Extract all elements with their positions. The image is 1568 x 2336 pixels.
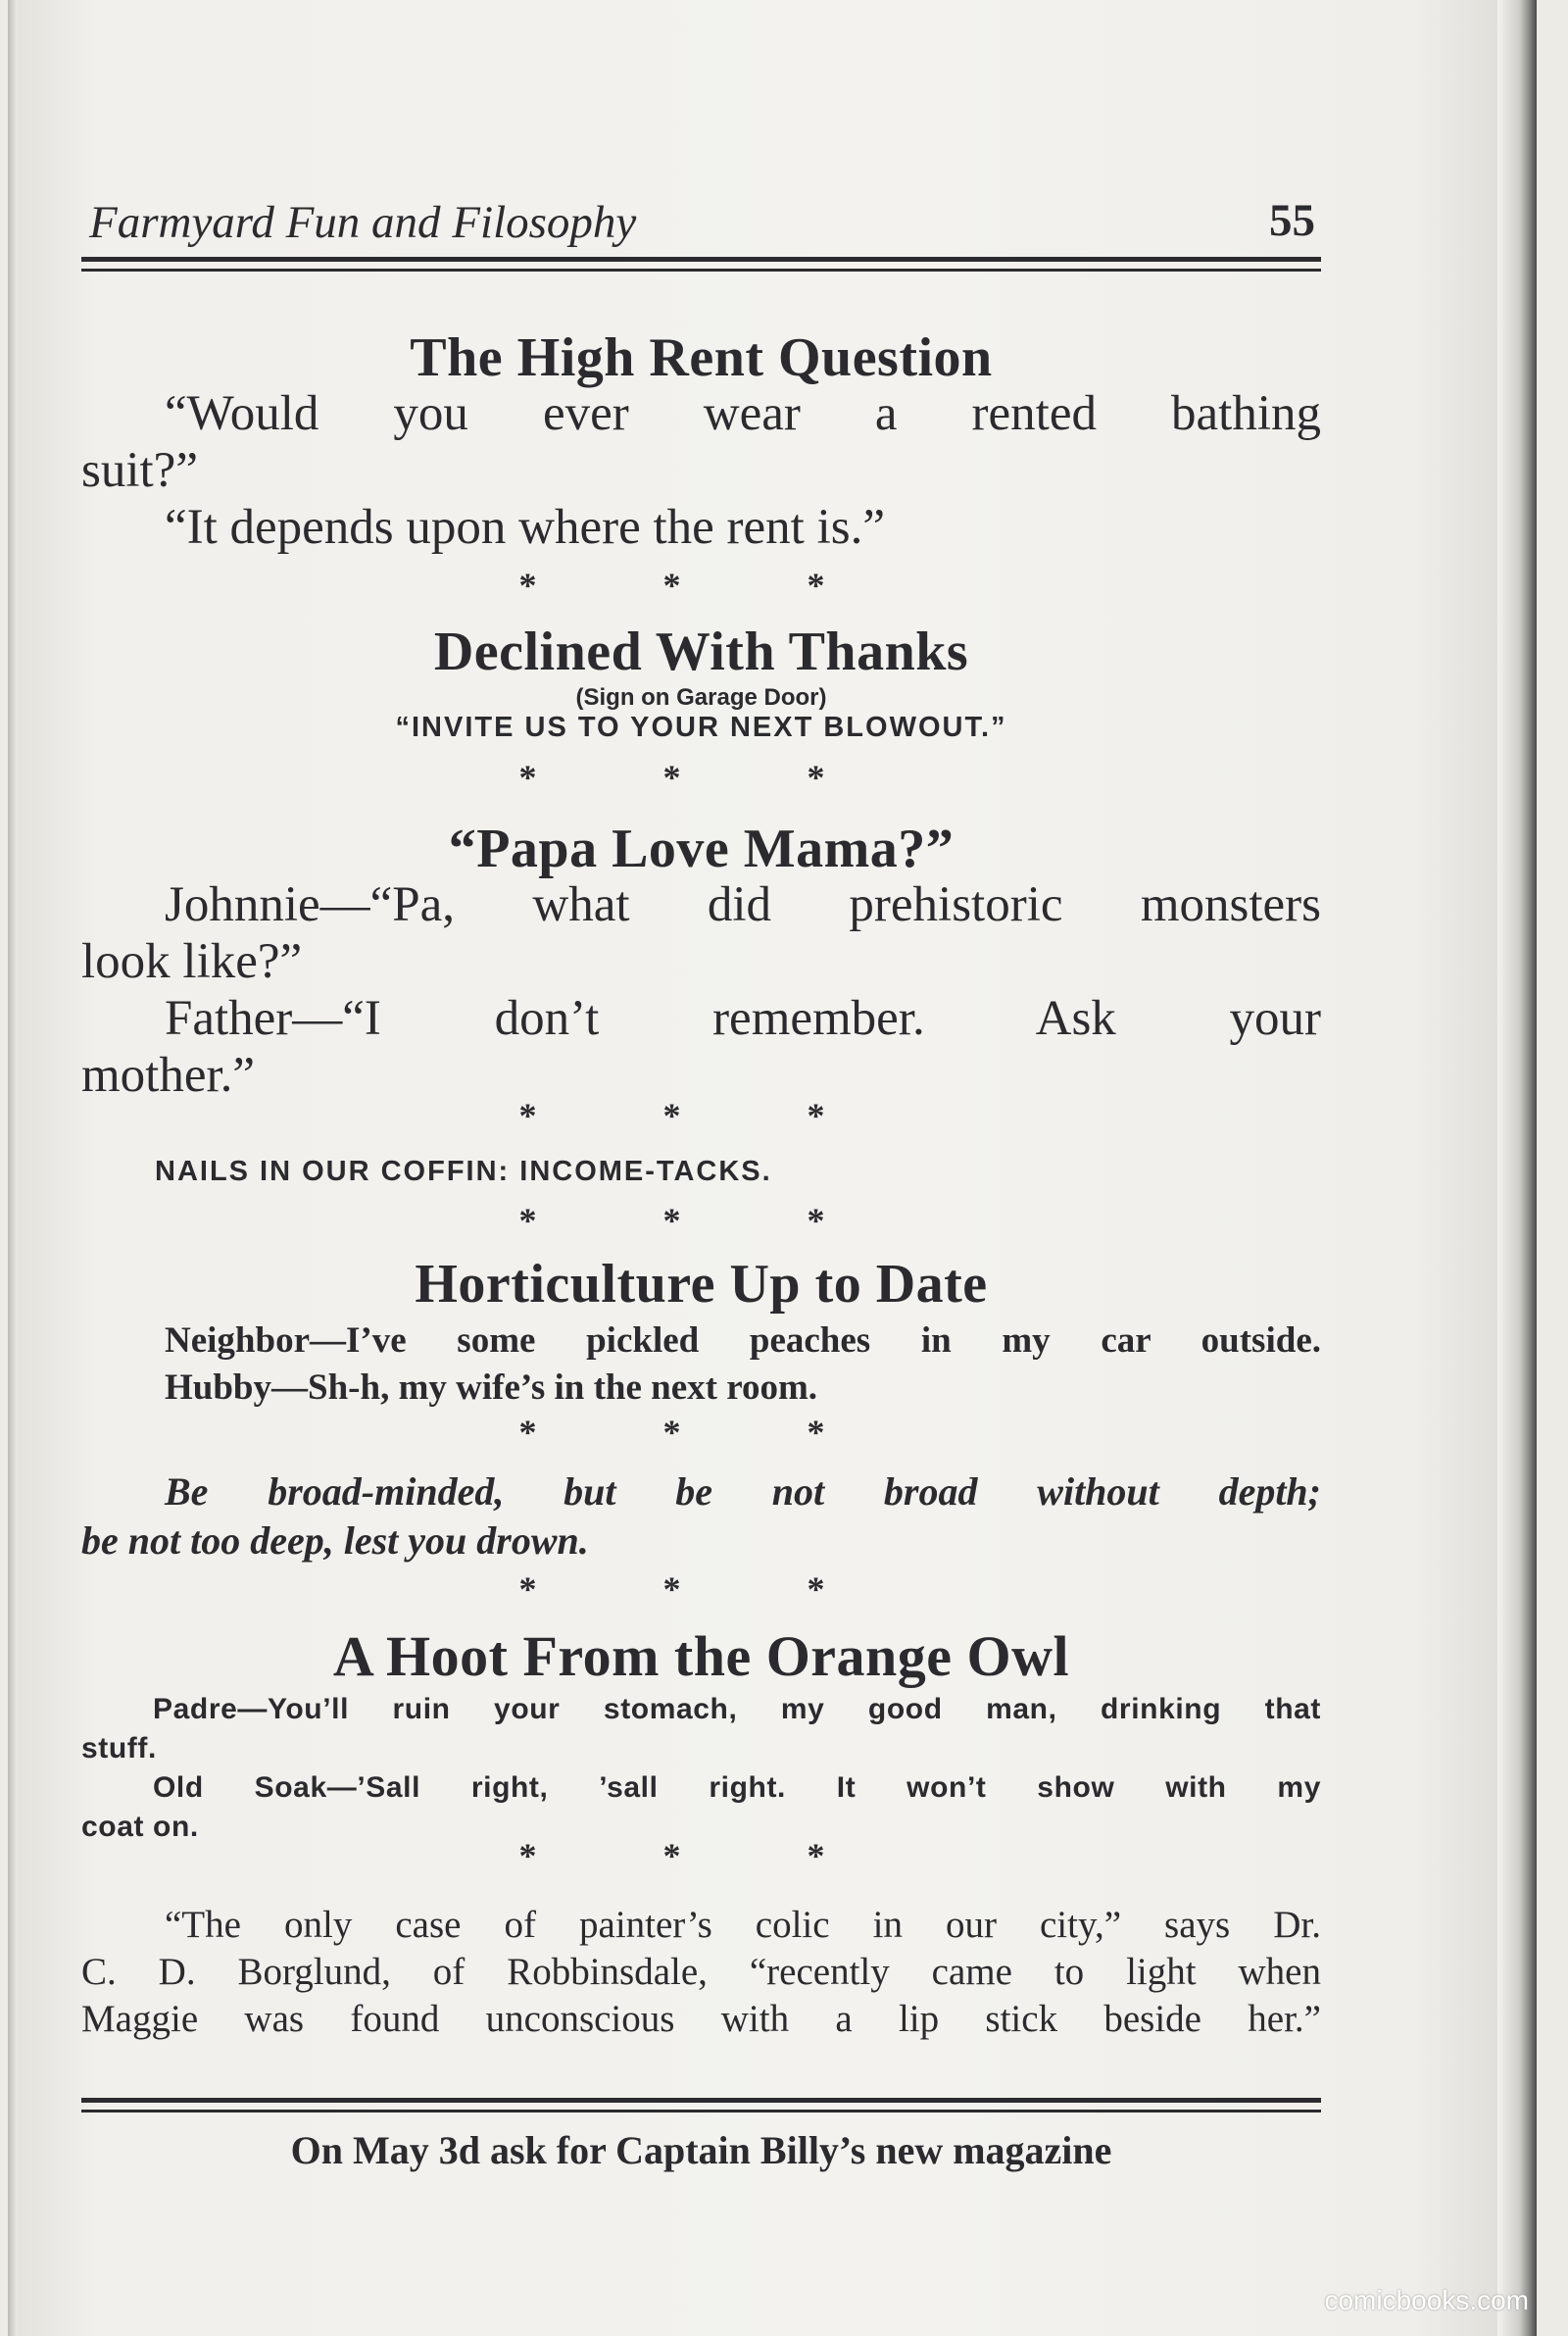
separator-stars: * * * [518, 1836, 884, 1875]
section-title: The High Rent Question [410, 327, 993, 388]
section-horticulture [81, 1255, 1321, 1412]
joke-line: “Would you ever wear a rented bathing [165, 386, 1321, 441]
separator-stars: * * * [518, 1569, 884, 1609]
joke-line: suit?” [81, 443, 198, 498]
anecdote-line: “The only case of painter’s colic in our city,” says Dr. [165, 1904, 1321, 1946]
footer-rule [81, 2098, 1321, 2112]
nails-quip: NAILS IN OUR COFFIN: INCOME-TACKS. [155, 1156, 772, 1187]
joke-line: stuff. [81, 1732, 157, 1764]
joke-line: Padre—You’ll ruin your stomach, my good man, drinking that [153, 1693, 1321, 1725]
section-title: Horticulture Up to Date [415, 1254, 988, 1315]
running-header [81, 186, 1321, 255]
section-broad-minded [81, 1467, 1321, 1566]
joke-line: Johnnie—“Pa, what did prehistoric monsters [165, 877, 1321, 932]
joke-line: Hubby—Sh-h, my wife’s in the next room. [165, 1367, 818, 1408]
separator-stars: * * * [518, 566, 884, 605]
joke-line: Father—“I don’t remember. Ask your [165, 991, 1321, 1046]
separator-stars: * * * [518, 1096, 884, 1135]
page-number: 55 [1269, 195, 1315, 246]
watermark-logo: comicbooks.com [1324, 2285, 1529, 2315]
joke-line: coat on. [81, 1811, 199, 1843]
proverb-line: Be broad-minded, but be not broad without depth; [165, 1469, 1321, 1514]
section-painter [81, 1902, 1321, 2043]
joke-line: Old Soak—’Sall right, ’sall right. It won’t show with my [153, 1771, 1321, 1804]
section-hoot [81, 1624, 1321, 1847]
section-title: “Papa Love Mama?” [448, 819, 955, 879]
joke-line: Neighbor—I’ve some pickled peaches in my car outside. [165, 1320, 1321, 1361]
section-papa [81, 820, 1321, 1104]
anecdote-line: C. D. Borglund, of Robbinsdale, “recently came to light when [81, 1951, 1321, 1993]
section-declined [81, 622, 1321, 744]
proverb-line: be not too deep, lest you drown. [81, 1518, 589, 1563]
sign-note: (Sign on Garage Door) [575, 684, 827, 711]
section-title: Declined With Thanks [433, 621, 969, 682]
anecdote-line: Maggie was found unconscious with a lip stick beside her.” [81, 1998, 1321, 2040]
running-title: Farmyard Fun and Filosophy [89, 197, 637, 248]
page-left-edge [8, 0, 18, 2336]
section-title: A Hoot From the Orange Owl [332, 1624, 1070, 1688]
separator-stars: * * * [518, 1413, 884, 1452]
joke-line: look like?” [81, 934, 303, 989]
joke-line: mother.” [81, 1048, 256, 1103]
section-high-rent [81, 328, 1321, 556]
separator-stars: * * * [518, 1201, 884, 1240]
header-rule [81, 257, 1321, 272]
garage-sign-text: “INVITE US TO YOUR NEXT BLOWOUT.” [395, 712, 1007, 743]
page-spine-shadow [1497, 0, 1537, 2336]
joke-line: “It depends upon where the rent is.” [165, 500, 885, 555]
book-page [8, 0, 1537, 2336]
footer-advert: On May 3d ask for Captain Billy’s new magazine [290, 2128, 1112, 2172]
separator-stars: * * * [518, 758, 884, 797]
